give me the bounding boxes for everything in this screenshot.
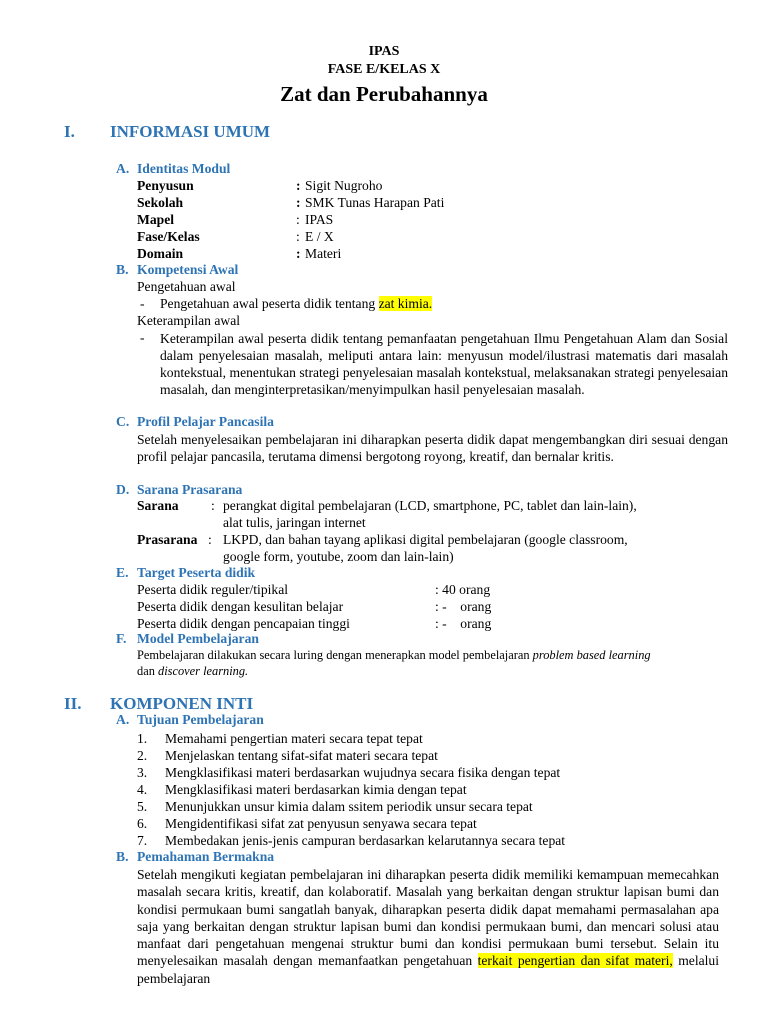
subsection-2b-title: Pemahaman Bermakna bbox=[137, 849, 275, 864]
sarana-line-1: perangkat digital pembelajaran (LCD, smartphone, PC, tablet dan lain-lain), bbox=[223, 498, 637, 513]
subsection-2a-title: Tujuan Pembelajaran bbox=[137, 712, 264, 727]
target-key: Peserta didik reguler/tipikal bbox=[137, 582, 288, 597]
subject-heading: IPAS bbox=[368, 44, 400, 59]
sarana-line-2: alat tulis, jaringan internet bbox=[223, 515, 366, 530]
identity-sep: : bbox=[296, 195, 301, 210]
document-title: Zat dan Perubahannya bbox=[280, 82, 488, 106]
knowledge-item: Pengetahuan awal peserta didik tentang zat kimia. bbox=[160, 296, 433, 311]
profil-text: Setelah menyelesaikan pembelajaran ini diharapkan peserta didik dapat mengembangkan diri sesuai dengan profil pelajar pancasila, terutama dimensi bergotong royong, kreatif, dan bernalar kritis. bbox=[137, 432, 728, 464]
model-text-line-1: Pembelajaran dilakukan secara luring dengan menerapkan model pembelajaran problem based learning bbox=[137, 648, 651, 662]
identity-key: Domain bbox=[137, 246, 184, 261]
section-1-number: I. bbox=[64, 122, 75, 141]
subsection-1f-title: Model Pembelajaran bbox=[137, 631, 259, 646]
subsection-2a-label: A. bbox=[116, 712, 130, 727]
knowledge-heading: Pengetahuan awal bbox=[137, 279, 236, 294]
subsection-1c-title: Profil Pelajar Pancasila bbox=[137, 414, 274, 429]
subsection-1a-label: A. bbox=[116, 161, 130, 176]
skills-dash: - bbox=[140, 330, 145, 345]
target-value: : - orang bbox=[435, 599, 492, 614]
list-item: 4. Mengklasifikasi materi berdasarkan kimia dengan tepat bbox=[137, 782, 467, 797]
subsection-1b-label: B. bbox=[116, 262, 129, 277]
identity-key: Mapel bbox=[137, 212, 174, 227]
subsection-1b-title: Kompetensi Awal bbox=[137, 262, 239, 277]
identity-value: Sigit Nugroho bbox=[305, 178, 383, 193]
identity-value: E / X bbox=[305, 229, 334, 244]
identity-sep: : bbox=[296, 212, 300, 227]
prasarana-sep: : bbox=[208, 532, 212, 547]
identity-value: IPAS bbox=[305, 212, 334, 227]
identity-value: Materi bbox=[305, 246, 342, 261]
phase-heading: FASE E/KELAS X bbox=[327, 62, 441, 77]
subsection-1c-label: C. bbox=[116, 414, 130, 429]
section-1-title: INFORMASI UMUM bbox=[110, 122, 271, 141]
subsection-2b-label: B. bbox=[116, 849, 129, 864]
list-item: 3. Mengklasifikasi materi berdasarkan wujudnya secara fisika dengan tepat bbox=[137, 765, 561, 780]
subsection-1f-label: F. bbox=[116, 631, 127, 646]
skills-heading: Keterampilan awal bbox=[137, 313, 241, 328]
section-2-number: II. bbox=[64, 694, 82, 713]
identity-key: Penyusun bbox=[137, 178, 194, 193]
list-item: 5. Menunjukkan unsur kimia dalam ssitem periodik unsur secara tepat bbox=[137, 799, 533, 814]
model-discover: discover learning. bbox=[158, 664, 249, 678]
section-2-title: KOMPONEN INTI bbox=[110, 694, 254, 713]
identity-sep: : bbox=[296, 178, 301, 193]
prasarana-line-2: google form, youtube, zoom dan lain-lain) bbox=[223, 549, 454, 564]
target-value: : 40 orang bbox=[435, 582, 491, 597]
sarana-key: Sarana bbox=[137, 498, 179, 513]
prasarana-key: Prasarana bbox=[137, 532, 198, 547]
identity-sep: : bbox=[296, 246, 301, 261]
model-text-line-2: dan discover learning. bbox=[137, 664, 249, 678]
skills-item: Keterampilan awal peserta didik tentang pemanfaatan pengetahuan Ilmu Pengetahuan Alam dan Sosial dalam penyelesaian masalah, meliputi antara lain: menyusun model/ilustrasi matematis dari masalah kontekstual, menentukan strategi penyelesaian masalah kontekstual, melaksanakan strategi penyelesaian masalah, dan menginterpretasikan/menyimpulkan hasil penyelesaian masalah. bbox=[160, 331, 728, 397]
meaningful-text: Setelah mengikuti kegiatan pembelajaran ini diharapkan peserta didik memiliki kemampuan memecahkan masalah secara kritis, kreatif, dan kolaboratif. Masalah yang berkaitan dengan struktur lapisan bumi dan kondisi permukaan bumi sangatlah banyak, diharapkan peserta didik dapat memahami permasalahan apa saja yang berkaitan dengan struktur lapisan bumi dan kondisi permukaan bumi, dan mencari solusi atau manfaat dari pengetahuan mengenai struktur bumi dan kondisi permukaan bumi tersebut. Selain itu menyelesaikan masalah dengan memanfaatkan pengetahuan terkait pengertian dan sifat materi, melalui pembelajaran bbox=[137, 867, 719, 986]
target-value: : - orang bbox=[435, 616, 492, 631]
list-item: 1. Memahami pengertian materi secara tepat tepat bbox=[137, 731, 423, 746]
identity-key: Sekolah bbox=[137, 195, 184, 210]
highlight-zat-kimia: zat kimia. bbox=[378, 296, 433, 311]
list-item: 2. Menjelaskan tentang sifat-sifat materi secara tepat bbox=[137, 748, 438, 763]
list-item: 6. Mengidentifikasi sifat zat penyusun senyawa secara tepat bbox=[137, 816, 477, 831]
objectives-list bbox=[137, 730, 565, 849]
subsection-1d-label: D. bbox=[116, 482, 130, 497]
list-item: 7. Membedakan jenis-jenis campuran berdasarkan kelarutannya secara tepat bbox=[137, 833, 566, 848]
subsection-1e-title: Target Peserta didik bbox=[137, 565, 256, 580]
identity-sep: : bbox=[296, 229, 300, 244]
target-key: Peserta didik dengan pencapaian tinggi bbox=[137, 616, 350, 631]
subsection-1d-title: Sarana Prasarana bbox=[137, 482, 243, 497]
sarana-sep: : bbox=[211, 498, 215, 513]
knowledge-dash: - bbox=[140, 296, 145, 311]
subsection-1a-title: Identitas Modul bbox=[137, 161, 231, 176]
subsection-1e-label: E. bbox=[116, 565, 129, 580]
target-key: Peserta didik dengan kesulitan belajar bbox=[137, 599, 344, 614]
highlight-materi: terkait pengertian dan sifat materi, bbox=[477, 953, 673, 969]
model-pbl: problem based learning bbox=[532, 648, 651, 662]
prasarana-line-1: LKPD, dan bahan tayang aplikasi digital pembelajaran (google classroom, bbox=[223, 532, 628, 547]
identity-value: SMK Tunas Harapan Pati bbox=[305, 195, 445, 210]
identity-key: Fase/Kelas bbox=[137, 229, 200, 244]
